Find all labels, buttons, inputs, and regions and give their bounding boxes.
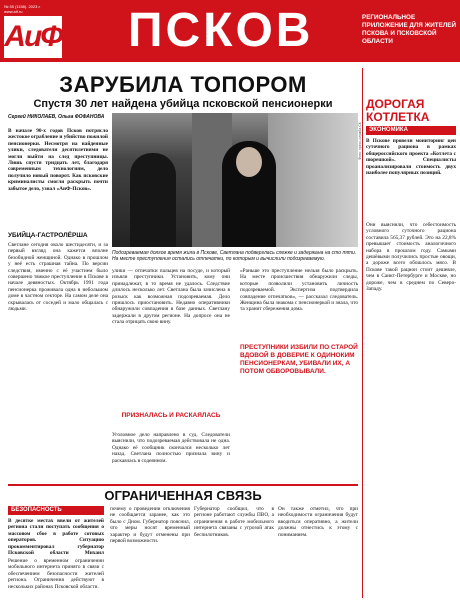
bottom-column-2: почему о проведении отключения не сообщается заранее, как это было с Дном. Губернатор пояснил, что меры носят временный характер и будут отменены при первой возможности. bbox=[110, 506, 190, 545]
site-url: www.aif.ru bbox=[4, 9, 23, 14]
sidebar-title: ДОРОГАЯ КОТЛЕТКА bbox=[366, 97, 430, 124]
bottom-lead: В десятке местах ввели от жителей региона стали поступать сообщения о массовом сбое в работе сотовых операторов. Ситуацию прокомментировал губернатор Псковской области Михаил bbox=[8, 518, 104, 556]
sidebar-text: Они выяснили, что себестоимость условного суточного рациона составила 565,37 рублей. Это на 22,8% превышает стоимость аналогичного набора в прошлом году. Самыми дешёвыми получились простые овощи, а дороже всего обошлось мясо. В Пскове такой рацион стоит дешевле, чем в Санкт-Петербурге и Москве, но дороже, чем в среднем по Северо-Западу. bbox=[366, 222, 456, 293]
pull-quote-criminals: ПРЕСТУПНИКИ ИЗБИЛИ ПО СТАРОЙ ВДОВОЙ В ДОВЕРИЕ К ОДИНОКИМ ПЕНСИОНЕРКАМ, УБИВАЛИ ИХ, А ПОТОМ ОБВОРОВЫВАЛИ. bbox=[240, 344, 358, 375]
article-column-1: Светлане сегодня около шестидесяти, и за первый взгляд она кажется вполне безобидной женщиной. Однако в прошлом у неё есть страшная тайна. По версии следствия, именно с её участием было совершено тяжкое преступление в Пскове в начале девяностых. Октябрь 1991 года пенсионерка проживала одна в небольшом доме в частном секторе. На самом деле она скрывалась от соседей и мало общалась с людьми. bbox=[8, 242, 108, 313]
pull-quote-confession: ПРИЗНАЛАСЬ И РАСКАЯЛАСЬ bbox=[121, 412, 221, 419]
bottom-column-3: Губернатор сообщил, что в регионе работают службы ПВО, а ограничения в работе мобильного интернета связаны с угрозой атак беспилотников. bbox=[194, 506, 274, 538]
photo-caption: Подозреваемая долгое время жила в Пскове, Светлана подверглась слежке и задержана на сто пяти. На месте преступления остались отпечатки, по которым и вычислили подозреваемую. bbox=[112, 250, 357, 262]
masthead bbox=[0, 0, 460, 62]
photo-credit: Фото: пресс-служба СК bbox=[358, 122, 362, 160]
sidebar-lead: В Пскове провели мониторинг цен суточного рациона в рамках общероссийского проекта «Котлета с пюрешкой». Специалисты проанализировали стоимость двух наиболее популярных позиций. bbox=[366, 138, 456, 177]
article-headline: ЗАРУБИЛА ТОПОРОМ bbox=[59, 72, 307, 97]
column-divider bbox=[362, 68, 363, 598]
masthead-title: ПСКОВ bbox=[128, 4, 314, 57]
sidebar-rubric: ЭКОНОМИКА bbox=[366, 126, 456, 135]
bottom-divider bbox=[8, 484, 358, 486]
photo-face bbox=[236, 147, 262, 177]
bottom-column-1: Решение о временном ограничении мобильного интернета принято в связи с обеспечением безопасности жителей региона. Ограничения действуют в нескольких районах Псковской области. bbox=[8, 558, 104, 590]
issue-number: № 35 (1158). 2023 г. bbox=[4, 4, 41, 9]
article-column-3: «Раньше это преступление нельзя было раскрыть. На месте происшествия обнаружили следы, которые позволили установить личность подозреваемой. Экспертиза подтвердила совпадение отпечатков», — рассказал следователь. Женщина была знакома с пенсионеркой и знала, что та хранит сбережения дома. bbox=[240, 268, 358, 313]
article-subhead: Спустя 30 лет найдена убийца псковской пенсионерки bbox=[33, 98, 333, 110]
bottom-headline: ОГРАНИЧЕННАЯ СВЯЗЬ bbox=[104, 488, 262, 503]
newspaper-logo: АиФ bbox=[4, 16, 62, 58]
photo-figure-left bbox=[130, 153, 176, 247]
photo-wall bbox=[268, 113, 358, 247]
issue-info bbox=[4, 4, 41, 14]
article-authors: Сергей НИКОЛАЕВ, Ольга ФОФАНОВА bbox=[8, 114, 105, 120]
article-photo bbox=[112, 113, 358, 247]
supplement-label: РЕГИОНАЛЬНОЕ ПРИЛОЖЕНИЕ ДЛЯ ЖИТЕЛЕЙ ПСКОВА И ПСКОВСКОЙ ОБЛАСТИ bbox=[362, 14, 456, 45]
bottom-column-4: Он также отметил, что при необходимости ограничения будут вводиться оперативно, а жители должны отнестись к этому с пониманием. bbox=[278, 506, 358, 538]
article-lead: В начале 90-х годов Псков потрясло жестокое ограбление и убийство пожилой пенсионерки. Несмотря на найденные улики, следователи десятилетиями не могли выйти на след преступницы. Лишь спустя тридцать лет, благодаря современным технологиям, дело получило новый поворот. Как псковские криминалисты смогли раскрыть почти забытое дело, узнал «АиФ-Псков». bbox=[8, 128, 108, 192]
article-column-4: Уголовное дело направлено в суд. Следователи выяснили, что подозреваемая действовала не одна. Однако её сообщник скончался несколько лет назад. Светлана полностью признала вину и раскаялась в содеянном. bbox=[112, 432, 230, 464]
section-subtitle: УБИЙЦА-ГАСТРОЛЁРША bbox=[8, 232, 88, 239]
bottom-rubric: БЕЗОПАСНОСТЬ bbox=[8, 506, 104, 515]
article-column-2: улики — отпечатки пальцев на посуде, и который изъяли преступники. Установить, кому они принадлежат, в то время не удалось. Следствие длилось несколько лет. Светлана была зачислена в розыск как возможная подозреваемая. Дело пришлось приостановить. Недавно оперативники обнаружили совпадения в базе данных. Светлану задержали в другом регионе. На допросе она не стала отрицать свою вину. bbox=[112, 268, 230, 326]
